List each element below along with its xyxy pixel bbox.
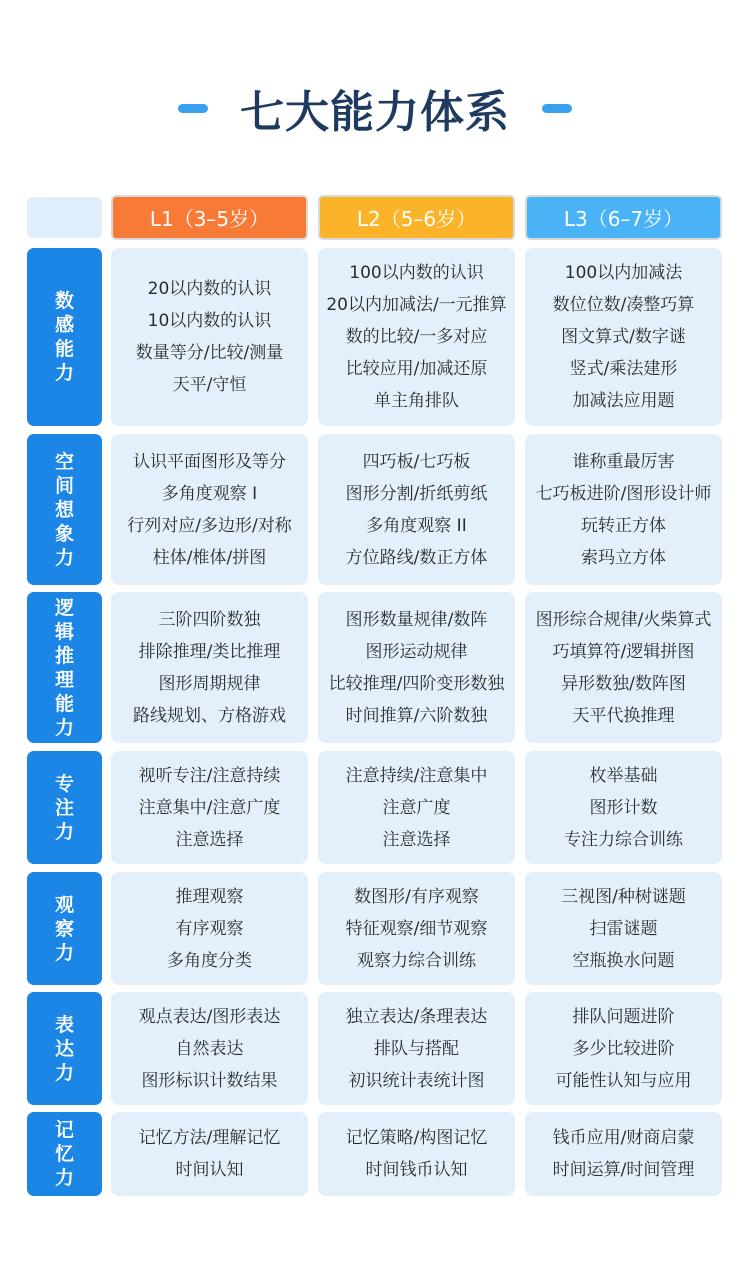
skill-item: 观察力综合训练 bbox=[357, 950, 476, 971]
skill-item: 图形综合规律/火柴算式 bbox=[535, 609, 712, 630]
skill-item: 时间认知 bbox=[175, 1160, 244, 1180]
skill-item: 玩转正方体 bbox=[581, 515, 666, 536]
row-label-char: 能 bbox=[54, 692, 74, 715]
skill-item: 多少比较进阶 bbox=[572, 1038, 675, 1059]
content-cell bbox=[318, 434, 515, 585]
row-label bbox=[27, 992, 102, 1105]
row-label-char: 力 bbox=[54, 716, 74, 739]
row-label bbox=[27, 872, 102, 985]
skill-item: 注意选择 bbox=[382, 829, 451, 850]
row-label-char: 逻 bbox=[54, 596, 74, 619]
content-cell bbox=[525, 751, 722, 864]
page-title: 七大能力体系 bbox=[240, 87, 510, 138]
skill-item: 图形周期规律 bbox=[158, 673, 261, 694]
row-label-char: 力 bbox=[54, 362, 74, 384]
row-label bbox=[27, 751, 102, 864]
content-cell bbox=[318, 1112, 515, 1196]
skill-item: 推理观察 bbox=[175, 886, 244, 907]
skill-item: 排队与搭配 bbox=[374, 1038, 459, 1059]
content-cell bbox=[525, 434, 722, 585]
title-right-dash bbox=[542, 104, 572, 113]
skill-item: 空瓶换水问题 bbox=[572, 950, 675, 971]
skill-item: 10以内数的认识 bbox=[147, 311, 272, 331]
row-label-char: 察 bbox=[54, 917, 74, 940]
skill-item: 方位路线/数正方体 bbox=[345, 547, 488, 568]
row-label-char: 力 bbox=[54, 1167, 74, 1189]
row-label-char: 力 bbox=[54, 820, 74, 843]
level-header-l1: L1（3–5岁） bbox=[111, 195, 308, 240]
content-cell bbox=[111, 751, 308, 864]
row-label-char: 力 bbox=[54, 546, 74, 569]
skill-item: 多角度观察 II bbox=[366, 515, 467, 536]
skill-item: 注意选择 bbox=[175, 829, 244, 850]
skill-item: 独立表达/条理表达 bbox=[345, 1006, 488, 1027]
skill-item: 认识平面图形及等分 bbox=[133, 451, 286, 472]
content-cell bbox=[525, 248, 722, 426]
row-label-char: 记 bbox=[54, 1119, 74, 1141]
skill-item: 三视图/种树谜题 bbox=[561, 886, 686, 907]
row-label-char: 理 bbox=[54, 668, 74, 691]
skill-item: 排除推理/类比推理 bbox=[138, 641, 281, 662]
row-label-char: 象 bbox=[54, 522, 74, 545]
skill-item: 观点表达/图形表达 bbox=[138, 1006, 281, 1027]
content-cell bbox=[318, 872, 515, 985]
content-cell bbox=[318, 751, 515, 864]
skill-item: 巧填算符/逻辑拼图 bbox=[552, 641, 695, 662]
skill-item: 数的比较/一多对应 bbox=[345, 327, 488, 347]
skill-item: 100以内数的认识 bbox=[349, 263, 484, 283]
skill-item: 图形数量规律/数阵 bbox=[345, 609, 488, 630]
row-label-char: 空 bbox=[54, 450, 74, 473]
content-cell bbox=[318, 992, 515, 1105]
row-label-char: 力 bbox=[54, 1061, 74, 1084]
content-cell bbox=[111, 992, 308, 1105]
skill-item: 专注力综合训练 bbox=[564, 829, 683, 850]
skill-item: 路线规划、方格游戏 bbox=[133, 705, 286, 726]
skill-item: 排队问题进阶 bbox=[572, 1006, 675, 1027]
skill-item: 图形计数 bbox=[589, 797, 658, 818]
row-label-char: 观 bbox=[54, 893, 74, 916]
header-corner bbox=[27, 197, 102, 238]
row-label-char: 力 bbox=[54, 941, 74, 964]
skill-item: 钱币应用/财商启蒙 bbox=[552, 1128, 695, 1148]
content-cell bbox=[525, 1112, 722, 1196]
skill-item: 四巧板/七巧板 bbox=[362, 451, 471, 472]
content-cell bbox=[525, 872, 722, 985]
skill-item: 单主角排队 bbox=[374, 391, 459, 411]
skill-item: 加减法应用题 bbox=[572, 391, 675, 411]
skill-item: 天平代换推理 bbox=[572, 705, 675, 726]
row-label-char: 数 bbox=[54, 290, 74, 312]
skill-item: 100以内加减法 bbox=[564, 263, 683, 283]
skill-item: 多角度观察 I bbox=[161, 483, 258, 504]
content-cell bbox=[111, 248, 308, 426]
skill-item: 比较应用/加减还原 bbox=[345, 359, 488, 379]
skill-item: 记忆策略/构图记忆 bbox=[345, 1128, 488, 1148]
skill-item: 异形数独/数阵图 bbox=[561, 673, 686, 694]
content-cell bbox=[111, 1112, 308, 1196]
content-cell bbox=[525, 592, 722, 743]
skill-item: 注意持续/注意集中 bbox=[345, 765, 488, 786]
skill-item: 数位位数/凑整巧算 bbox=[552, 295, 695, 315]
skill-item: 特征观察/细节观察 bbox=[345, 918, 488, 939]
skill-item: 索玛立方体 bbox=[581, 547, 666, 568]
content-cell bbox=[318, 248, 515, 426]
skill-item: 可能性认知与应用 bbox=[555, 1070, 692, 1091]
content-cell bbox=[525, 992, 722, 1105]
row-label-char: 辑 bbox=[54, 620, 74, 643]
skill-item: 注意集中/注意广度 bbox=[138, 797, 281, 818]
skill-item: 自然表达 bbox=[175, 1038, 244, 1059]
row-label-char: 能 bbox=[54, 338, 74, 360]
skill-item: 行列对应/多边形/对称 bbox=[127, 515, 292, 536]
row-label bbox=[27, 1112, 102, 1196]
row-label-char: 间 bbox=[54, 474, 74, 497]
content-cell bbox=[111, 592, 308, 743]
row-label-char: 专 bbox=[54, 772, 74, 795]
row-label bbox=[27, 248, 102, 426]
skill-item: 初识统计表统计图 bbox=[348, 1070, 485, 1091]
skill-item: 20以内数的认识 bbox=[147, 279, 272, 299]
skill-item: 比较推理/四阶变形数独 bbox=[328, 673, 505, 694]
row-label-char: 忆 bbox=[54, 1143, 74, 1165]
level-header-l3: L3（6–7岁） bbox=[525, 195, 722, 240]
skill-item: 有序观察 bbox=[175, 918, 244, 939]
row-label-char: 表 bbox=[54, 1013, 74, 1036]
skill-item: 图形运动规律 bbox=[365, 641, 468, 662]
skill-item: 视听专注/注意持续 bbox=[138, 765, 281, 786]
skill-item: 时间运算/时间管理 bbox=[552, 1160, 695, 1180]
skill-item: 竖式/乘法建形 bbox=[569, 359, 678, 379]
row-label-char: 推 bbox=[54, 644, 74, 667]
row-label-char: 达 bbox=[54, 1037, 74, 1060]
skill-item: 谁称重最厉害 bbox=[572, 451, 675, 472]
skill-item: 20以内加减法/一元推算 bbox=[326, 295, 507, 315]
row-label-char: 感 bbox=[54, 314, 74, 336]
skill-item: 三阶四阶数独 bbox=[158, 609, 261, 630]
skill-item: 图形标识计数结果 bbox=[141, 1070, 278, 1091]
skill-item: 七巧板进阶/图形设计师 bbox=[535, 483, 712, 504]
row-label-char: 想 bbox=[54, 498, 74, 521]
skill-item: 图形分割/折纸剪纸 bbox=[345, 483, 488, 504]
skill-item: 时间推算/六阶数独 bbox=[345, 705, 488, 726]
skill-item: 多角度分类 bbox=[167, 950, 252, 971]
content-cell bbox=[111, 872, 308, 985]
skill-item: 扫雷谜题 bbox=[589, 918, 658, 939]
content-cell bbox=[318, 592, 515, 743]
skill-item: 数图形/有序观察 bbox=[354, 886, 479, 907]
skill-item: 数量等分/比较/测量 bbox=[135, 343, 284, 363]
row-label-char: 注 bbox=[54, 796, 74, 819]
row-label bbox=[27, 592, 102, 743]
skill-item: 时间钱币认知 bbox=[365, 1160, 468, 1180]
skill-item: 注意广度 bbox=[382, 797, 451, 818]
skill-item: 天平/守恒 bbox=[172, 375, 247, 395]
skill-item: 记忆方法/理解记忆 bbox=[138, 1128, 281, 1148]
row-label bbox=[27, 434, 102, 585]
title-block bbox=[0, 70, 750, 142]
skill-item: 柱体/椎体/拼图 bbox=[152, 547, 267, 568]
skill-item: 枚举基础 bbox=[589, 765, 658, 786]
level-header-l2: L2（5–6岁） bbox=[318, 195, 515, 240]
content-cell bbox=[111, 434, 308, 585]
skill-item: 图文算式/数字谜 bbox=[561, 327, 686, 347]
